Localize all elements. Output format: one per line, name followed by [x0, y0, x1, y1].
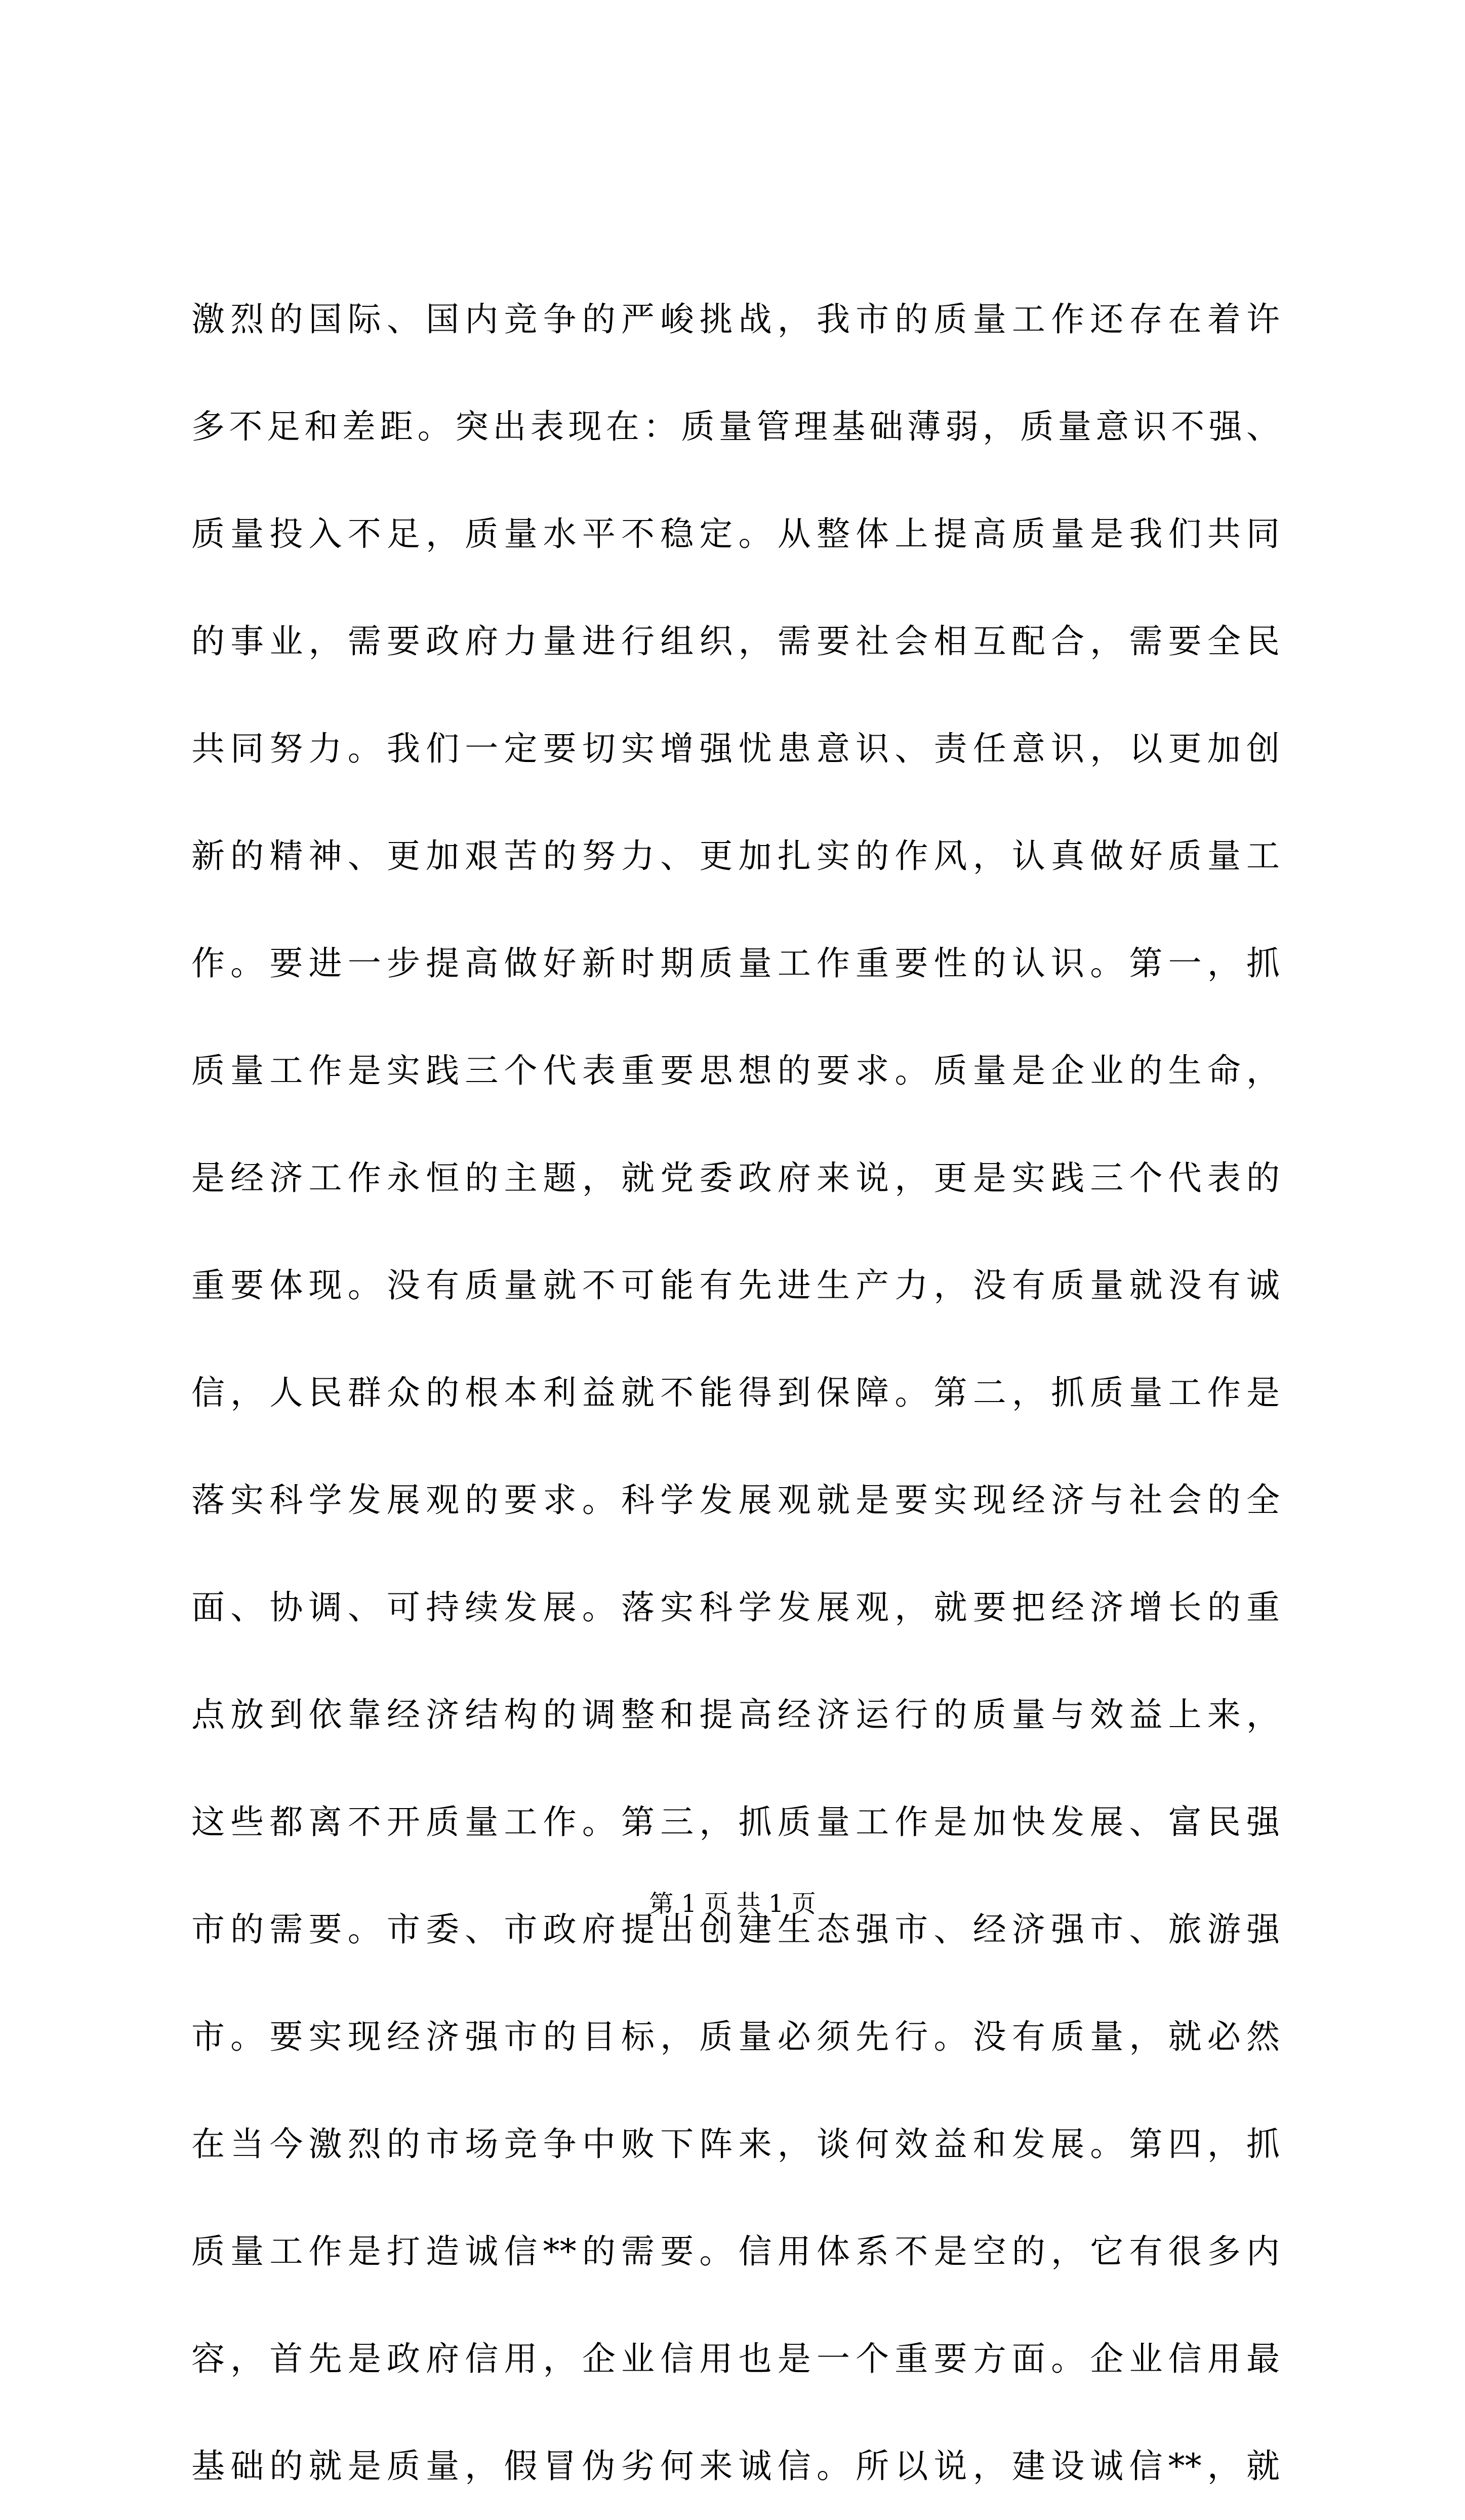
text-line: 作。要进一步提高做好新时期质量工作重要性的认识。第一，抓	[191, 944, 1280, 983]
text-line: 在当今激烈的市场竞争中败下阵来，谈何效益和发展。第四，抓	[191, 2125, 1280, 2164]
page-number: 第 1 页 共 1 页	[649, 1890, 816, 1918]
text-line: 市。要实现经济强市的目标，质量必须先行。没有质量，就必然	[191, 2017, 1280, 2056]
text-line: 重要体现。没有质量就不可能有先进生产力，没有质量就没有诚	[191, 1266, 1280, 1305]
text-line: 是经济工作永恒的主题，就党委政府来说，更是实践三个代表的	[191, 1158, 1280, 1197]
text-line: 市的需要。市委、市政府提出创建生态强市、经济强市、旅游强	[191, 1910, 1280, 1949]
text-line: 激烈的国际、国内竞争的严峻挑战，我市的质量工作还存在着许	[191, 300, 1280, 339]
text-line: 多不足和差距。突出表现在：质量管理基础薄弱，质量意识不强、	[191, 407, 1280, 446]
body-text	[191, 266, 1280, 2520]
text-line: 基础的就是质量，假冒伪劣何来诚信。所以说，建设诚信**，就	[191, 2447, 1280, 2486]
text-line: 的事业，需要政府力量进行组织，需要社会相互配合，需要全民	[191, 622, 1280, 661]
text-line: 这些都离不开质量工作。第三，抓质量工作是加快发展、富民强	[191, 1803, 1280, 1842]
text-line: 质量工作是实践三个代表重要思想的要求。质量是企业的生命，	[191, 1051, 1280, 1090]
text-line: 面、协调、可持续发展。落实科学发展观，就要把经济增长的重	[191, 1588, 1280, 1627]
text-line: 质量工作是打造诚信**的需要。信用体系不是空的，它有很多内	[191, 2232, 1280, 2271]
text-line: 质量投入不足，质量水平不稳定。从整体上提高质量是我们共同	[191, 514, 1280, 553]
text-line: 新的精神、更加艰苦的努力、更加扎实的作风，认真做好质量工	[191, 836, 1280, 875]
text-line: 落实科学发展观的要求。科学发展观就是要实现经济与社会的全	[191, 1481, 1280, 1519]
text-line: 共同努力。我们一定要切实增强忧患意识、责任意识，以更加创	[191, 729, 1280, 768]
text-line: 信，人民群众的根本利益就不能得到保障。第二，抓质量工作是	[191, 1373, 1280, 1412]
text-line: 容，首先是政府信用，企业信用也是一个重要方面。企业信用最	[191, 2339, 1280, 2378]
text-line: 点放到依靠经济结构的调整和提高经济运行的质量与效益上来，	[191, 1695, 1280, 1734]
page-footer	[0, 1888, 1465, 1920]
